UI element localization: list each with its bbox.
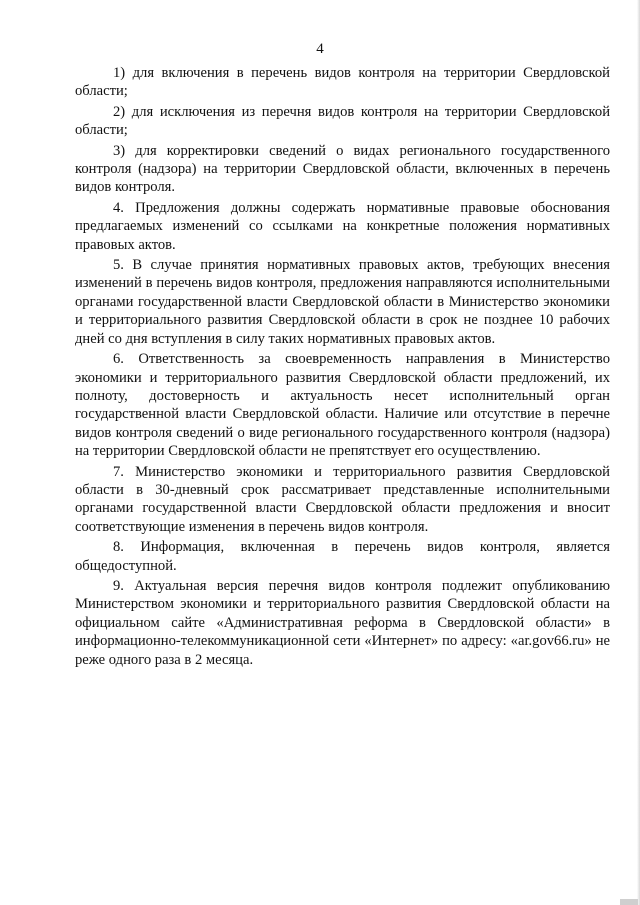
page-number: 4	[316, 41, 324, 57]
paragraph-item-2: 2) для исключения из перечня видов контроля на территории Свердловской области;	[75, 103, 610, 139]
paragraph-item-3: 3) для корректировки сведений о видах регионального государственного контроля (надзора) на территории Свердловской области, включенных в перечень видов контроля.	[75, 142, 610, 196]
paragraph-8: 8. Информация, включенная в перечень видов контроля, является общедоступной.	[75, 539, 610, 574]
paragraph-7: 7. Министерство экономики и территориального развития Свердловской области в 30-дневный срок рассматривает представленные исполнительными органами государственной власти Свердловской области предложения и вносит соответствующие изменения в перечень видов контроля.	[75, 463, 610, 535]
paragraph-item-1: 1) для включения в перечень видов контроля на территории Свердловской области;	[75, 65, 610, 100]
scan-artifact-mark	[620, 899, 638, 905]
document-body	[75, 64, 610, 671]
paragraph-4: 4. Предложения должны содержать нормативные правовые обоснования предлагаемых изменений со ссылками на конкретные положения нормативных правовых актов.	[75, 199, 610, 253]
paragraph-6: 6. Ответственность за своевременность направления в Министерство экономики и территориального развития Свердловской области предложений, их полноту, достоверность и актуальность несет исполнительный орган государственной власти Свердловской области. Наличие или отсутствие в перечне видов контроля сведений о виде регионального государственного контроля (надзора) на территории Свердловской области не препятствует его осуществлению.	[75, 351, 610, 460]
paragraph-9: 9. Актуальная версия перечня видов контроля подлежит опубликованию Министерством экономики и территориального развития Свердловской области на официальном сайте «Административная реформа в Свердловской области» в информационно-телекоммуникационной сети «Интернет» по адресу: «ar.gov66.ru» не реже одного раза в 2 месяца.	[75, 577, 610, 668]
paragraph-5: 5. В случае принятия нормативных правовых актов, требующих внесения изменений в перечень видов контроля, предложения направляются исполнительными органами государственной власти Свердловской области в Министерство экономики и территориального развития Свердловской области в срок не позднее 10 рабочих дней со дня вступления в силу таких нормативных правовых актов.	[75, 257, 610, 347]
